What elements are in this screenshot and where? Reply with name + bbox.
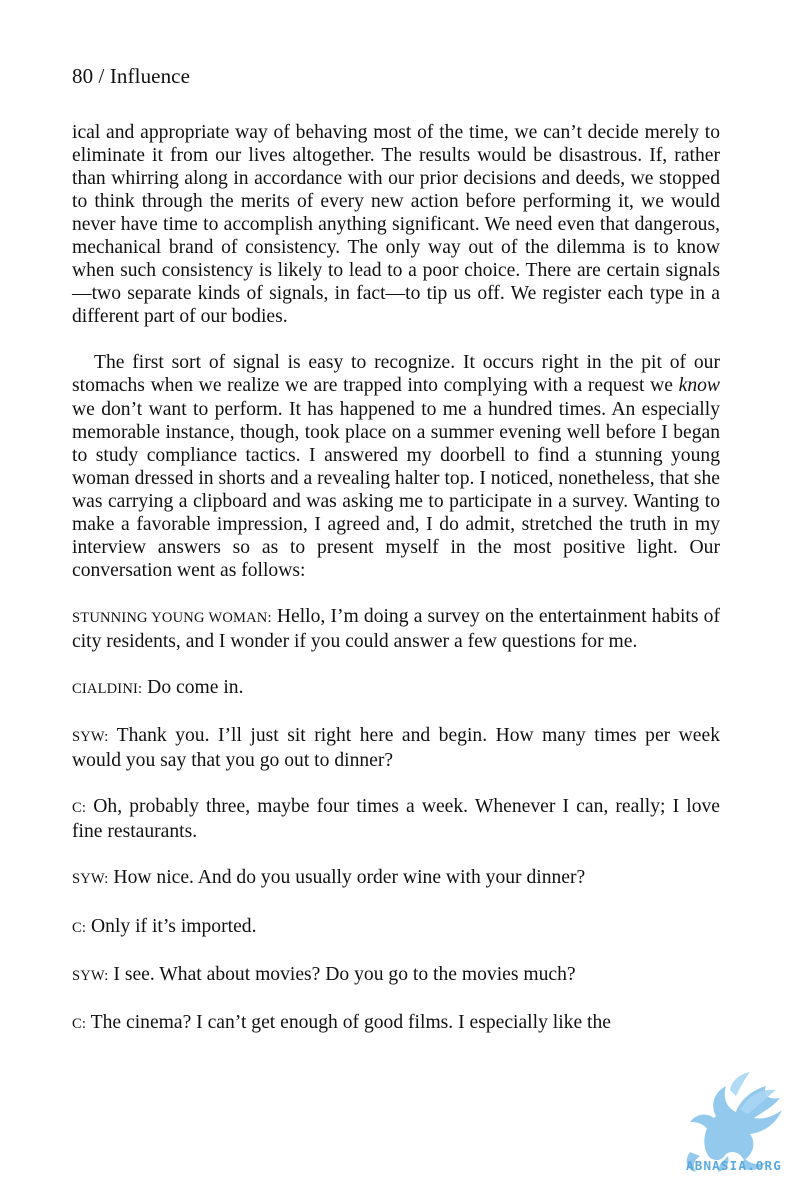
paragraph-continuation: ical and appropriate way of behaving most of the time, we can’t decide merely to eliminate it from our lives altogether. The results would be disastrous. If, rather than whirring along in accordance with our prior decisions and deeds, we stopped to think through the merits of every new action before performing it, we would never have time to accomplish anything significant. We need even that dangerous, mechanical brand of consistency. The only way out of the dilemma is to know when such consistency is likely to lead to a poor choice. There are certain signals—two separate kinds of signals, in fact—to tip us off. We register each type in a different part of our bodies. xyxy=(72,122,720,328)
dialogue-line xyxy=(72,915,720,940)
dialogue-text: The cinema? I can’t get enough of good films. I especially like the xyxy=(90,1011,611,1033)
dialogue-text: Oh, probably three, maybe four times a week. Whenever I can, really; I love fine restaurants. xyxy=(72,796,720,843)
speaker-label: C: xyxy=(72,919,87,936)
speaker-label: SYW: xyxy=(72,871,109,888)
page-body xyxy=(72,121,720,1036)
dialogue-line xyxy=(72,676,720,701)
dialogue-text: I see. What about movies? Do you go to the movies much? xyxy=(113,963,576,985)
speaker-label: STUNNING YOUNG WOMAN: xyxy=(72,609,272,626)
dialogue-line xyxy=(72,1011,720,1036)
header-separator: / xyxy=(93,64,110,88)
dialogue-text: Hello, I’m doing a survey on the entertainment habits of city residents, and I wonder if you could answer a few questions for me. xyxy=(72,605,720,652)
speaker-label: C: xyxy=(72,1015,87,1032)
dialogue-text: How nice. And do you usually order wine with your dinner? xyxy=(113,867,586,889)
emphasis-know: know xyxy=(678,375,720,397)
speaker-label: SYW: xyxy=(72,729,109,746)
dialogue-line xyxy=(72,605,720,653)
paragraph-first-signal: The first sort of signal is easy to recognize. It occurs right in the pit of our stomachs when we realize we are trapped into complying with a request we know we don’t want to perform. It has happened to me a hundred times. An especially memorable instance, though, took place on a summer evening well before I began to study compliance tactics. I answered my doorbell to find a stunning young woman dressed in shorts and a revealing halter top. I noticed, nonetheless, that she was carrying a clipboard and was asking me to participate in a survey. Wanting to make a favorable impression, I agreed and, I do admit, stretched the truth in my interview answers so as to present myself in the most positive light. Our conversation went as follows: xyxy=(72,352,720,581)
dialogue-line xyxy=(72,866,720,891)
dialogue-line xyxy=(72,963,720,988)
speaker-label: SYW: xyxy=(72,967,109,984)
book-title: Influence xyxy=(109,64,191,88)
dialogue-line xyxy=(72,795,720,843)
speaker-label: CIALDINI: xyxy=(72,681,143,698)
dialogue-text: Only if it’s imported. xyxy=(91,915,257,937)
page-header xyxy=(72,62,190,90)
dialogue-text: Do come in. xyxy=(147,677,244,699)
page-number: 80 xyxy=(72,64,94,88)
dialogue-line xyxy=(72,724,720,772)
watermark-text: ABNASIA.ORG xyxy=(686,1158,782,1173)
speaker-label: C: xyxy=(72,800,87,817)
dialogue-text: Thank you. I’ll just sit right here and begin. How many times per week would you say that you go out to dinner? xyxy=(72,725,720,772)
